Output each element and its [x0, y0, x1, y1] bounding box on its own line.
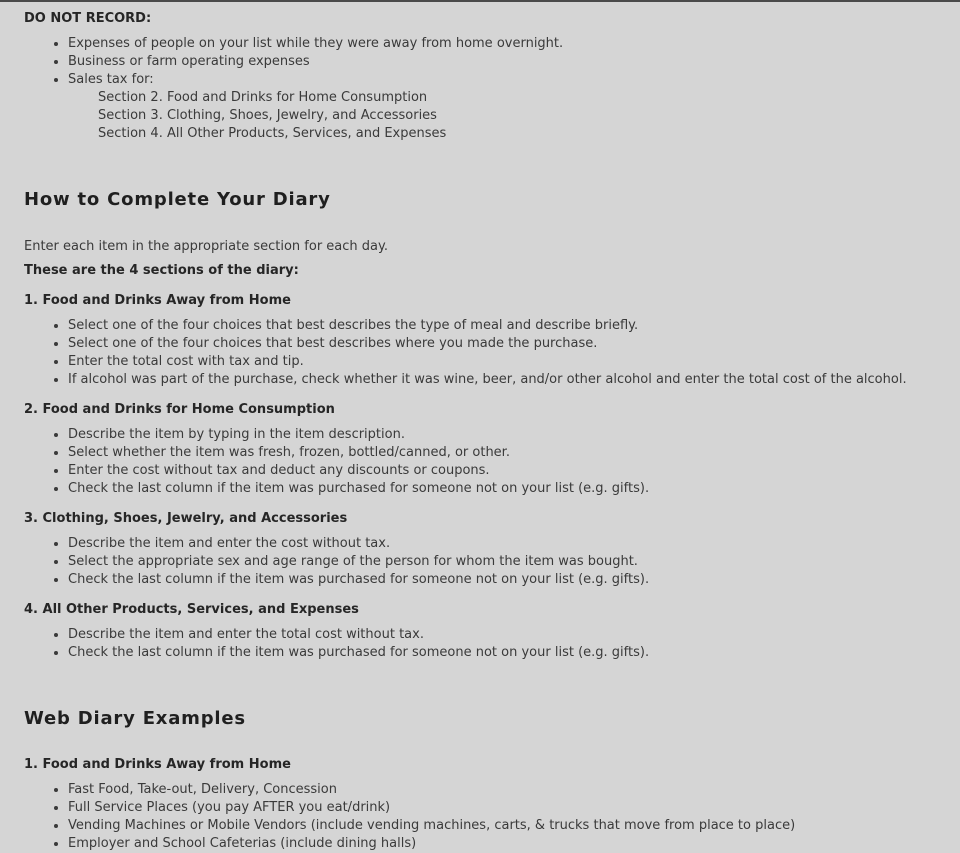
how-to-complete-heading: How to Complete Your Diary — [24, 189, 331, 210]
section-list-all-other — [24, 626, 934, 662]
list-item: • Check the last column if the item was purchased for someone not on your list (e.g. gifts). — [68, 644, 934, 662]
diary-instructions-page — [0, 2, 960, 853]
section-title-clothing: 3. Clothing, Shoes, Jewelry, and Accessories — [24, 511, 348, 526]
examples-section-title-food-away: 1. Food and Drinks Away from Home — [24, 757, 291, 772]
sales-tax-section-line: Section 3. Clothing, Shoes, Jewelry, and Accessories — [98, 108, 437, 123]
do-not-record-list — [24, 35, 934, 143]
list-item: • Enter the cost without tax and deduct any discounts or coupons. — [68, 462, 934, 480]
sales-tax-section-line: Section 4. All Other Products, Services, and Expenses — [98, 126, 447, 141]
list-item — [68, 71, 934, 143]
list-item: • Select whether the item was fresh, frozen, bottled/canned, or other. — [68, 444, 934, 462]
list-item: • Check the last column if the item was purchased for someone not on your list (e.g. gifts). — [68, 571, 934, 589]
list-item: • Vending Machines or Mobile Vendors (include vending machines, carts, & trucks that move from place to place) — [68, 817, 934, 835]
list-item: • If alcohol was part of the purchase, check whether it was wine, beer, and/or other alcohol and enter the total cost of the alcohol. — [68, 371, 934, 389]
section-title-food-away: 1. Food and Drinks Away from Home — [24, 293, 291, 308]
section-list-food-away — [24, 317, 934, 389]
list-item: • Describe the item by typing in the item description. — [68, 426, 934, 444]
list-item: • Expenses of people on your list while they were away from home overnight. — [68, 35, 934, 53]
list-item: • Business or farm operating expenses — [68, 53, 934, 71]
list-item: • Select the appropriate sex and age range of the person for whom the item was bought. — [68, 553, 934, 571]
list-item: • Describe the item and enter the total cost without tax. — [68, 626, 934, 644]
how-to-intro-text: Enter each item in the appropriate section for each day. — [24, 239, 388, 254]
section-title-food-home: 2. Food and Drinks for Home Consumption — [24, 402, 335, 417]
section-list-food-home — [24, 426, 934, 498]
examples-list-food-away — [24, 781, 934, 853]
list-item: • Check the last column if the item was purchased for someone not on your list (e.g. gifts). — [68, 480, 934, 498]
list-item: • Select one of the four choices that best describes where you made the purchase. — [68, 335, 934, 353]
list-item: • Enter the total cost with tax and tip. — [68, 353, 934, 371]
list-item: • Fast Food, Take-out, Delivery, Concession — [68, 781, 934, 799]
list-item: • Employer and School Cafeterias (include dining halls) — [68, 835, 934, 853]
list-item: • Select one of the four choices that best describes the type of meal and describe briefly. — [68, 317, 934, 335]
web-diary-examples-heading: Web Diary Examples — [24, 708, 246, 729]
sales-tax-section-line: Section 2. Food and Drinks for Home Consumption — [98, 90, 428, 105]
list-item: • Full Service Places (you pay AFTER you eat/drink) — [68, 799, 934, 817]
list-item: • Describe the item and enter the cost without tax. — [68, 535, 934, 553]
list-item-label: Sales tax for: — [68, 72, 154, 87]
section-list-clothing — [24, 535, 934, 589]
sections-lead-text: These are the 4 sections of the diary: — [24, 263, 299, 278]
section-title-all-other: 4. All Other Products, Services, and Expenses — [24, 602, 359, 617]
do-not-record-title: DO NOT RECORD: — [24, 11, 152, 26]
